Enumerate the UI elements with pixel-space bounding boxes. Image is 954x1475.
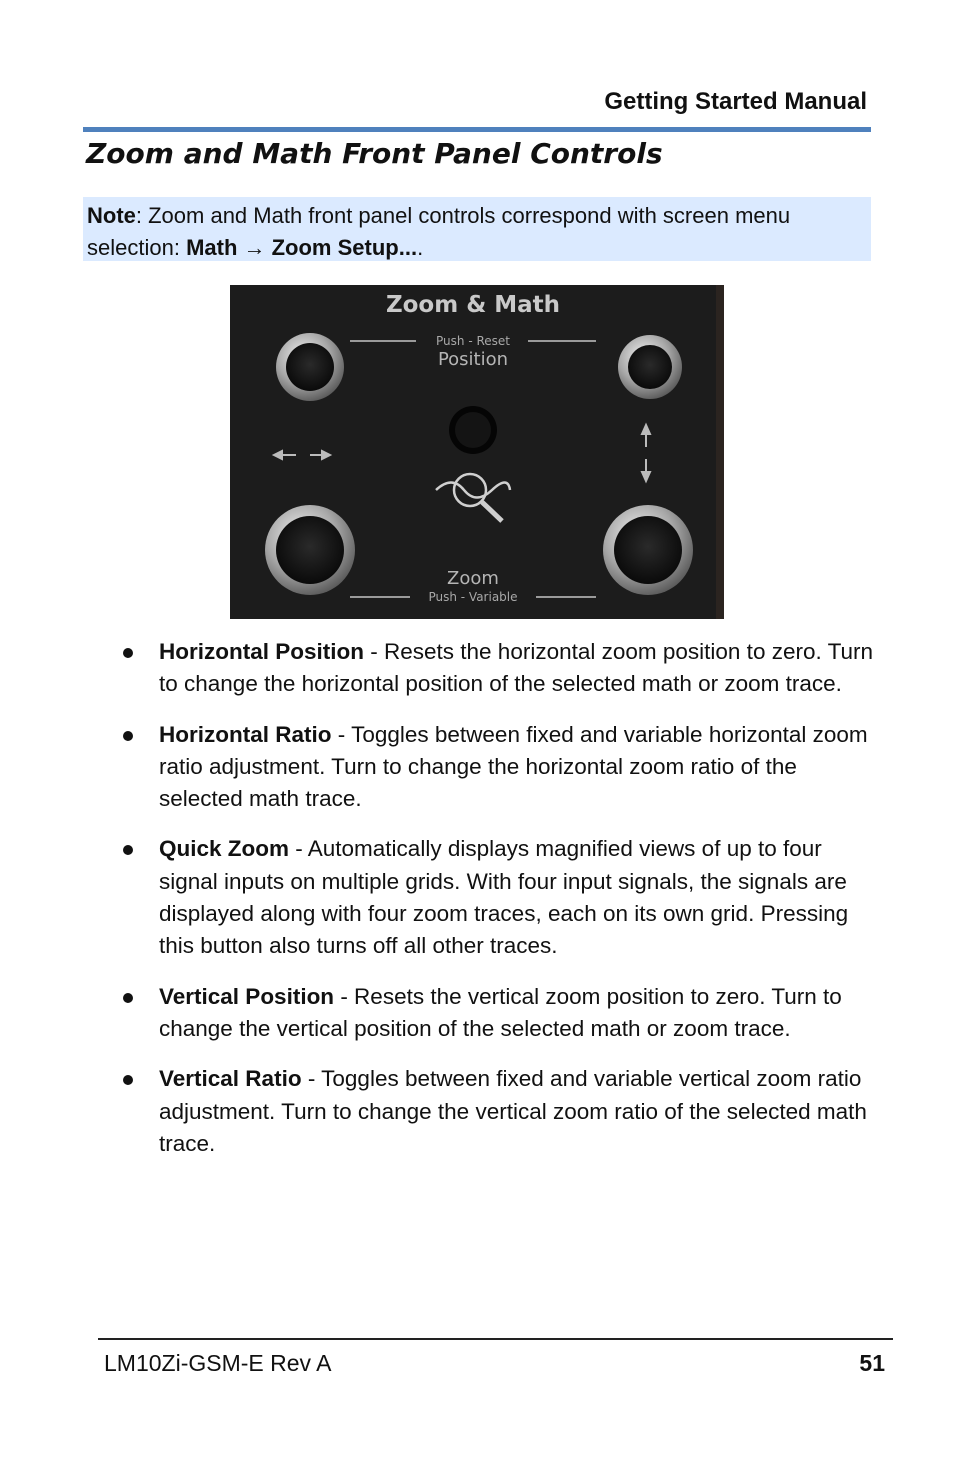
note-menu-path: Math → Zoom Setup... (186, 235, 418, 260)
position-sublabel: Push - Reset (436, 334, 510, 348)
running-header: Getting Started Manual (604, 88, 867, 115)
list-item (120, 636, 880, 701)
panel-heading: Zoom & Math (385, 292, 561, 318)
bullet-icon (123, 845, 133, 855)
bullet-icon (123, 648, 133, 658)
position-label: Position (437, 349, 509, 370)
list-item (120, 719, 880, 816)
footer-doc-id: LM10Zi-GSM-E Rev A (104, 1350, 332, 1376)
list-item (120, 981, 880, 1046)
item-desc: - Automatically displays magnified views of up to four signal inputs on multiple grids. With four input signals, the signals are displayed along with four zoom traces, each on its own grid. Pressing this button also turns off all other traces. (159, 836, 849, 959)
item-term: Vertical Position (159, 983, 335, 1009)
section-title: Zoom and Math Front Panel Controls (86, 137, 663, 170)
header-rule (83, 127, 871, 132)
item-desc: - Resets the vertical zoom position to zero. Turn to change the vertical position of the selected math or zoom trace. (159, 983, 842, 1041)
controls-list (120, 636, 880, 1178)
item-term: Quick Zoom (159, 836, 290, 862)
note-box (83, 197, 871, 261)
item-term: Horizontal Position (159, 639, 364, 664)
zoom-label: Zoom (447, 568, 499, 589)
horizontal-position-knob (276, 333, 344, 401)
vertical-position-knob (618, 335, 682, 399)
page-number: 51 (859, 1350, 885, 1376)
note-text: : Zoom and Math front panel controls correspond with screen menu selection: (87, 203, 791, 260)
quick-zoom-button (449, 406, 497, 454)
item-term: Vertical Ratio (159, 1066, 302, 1092)
item-desc: - Toggles between fixed and variable horizontal zoom ratio adjustment. Turn to change the horizontal zoom ratio of the selected math trace. (159, 721, 868, 812)
bullet-icon (123, 1075, 133, 1085)
zoom-sublabel: Push - Variable (428, 590, 518, 604)
vertical-ratio-knob (603, 505, 693, 595)
bullet-icon (123, 993, 133, 1003)
note-trailing: . (417, 235, 424, 260)
item-desc: - Toggles between fixed and variable vertical zoom ratio adjustment. Turn to change the vertical zoom ratio of the selected math trace. (159, 1066, 867, 1156)
item-desc: - Resets the horizontal zoom position to zero. Turn to change the horizontal position of the selected math or zoom trace. (159, 639, 873, 697)
list-item (120, 1063, 880, 1160)
footer-rule (98, 1338, 893, 1340)
front-panel-image (230, 285, 724, 619)
item-term: Horizontal Ratio (159, 721, 332, 747)
bullet-icon (123, 731, 133, 741)
horizontal-ratio-knob (265, 505, 355, 595)
list-item (120, 833, 880, 962)
note-label: Note (87, 203, 136, 228)
